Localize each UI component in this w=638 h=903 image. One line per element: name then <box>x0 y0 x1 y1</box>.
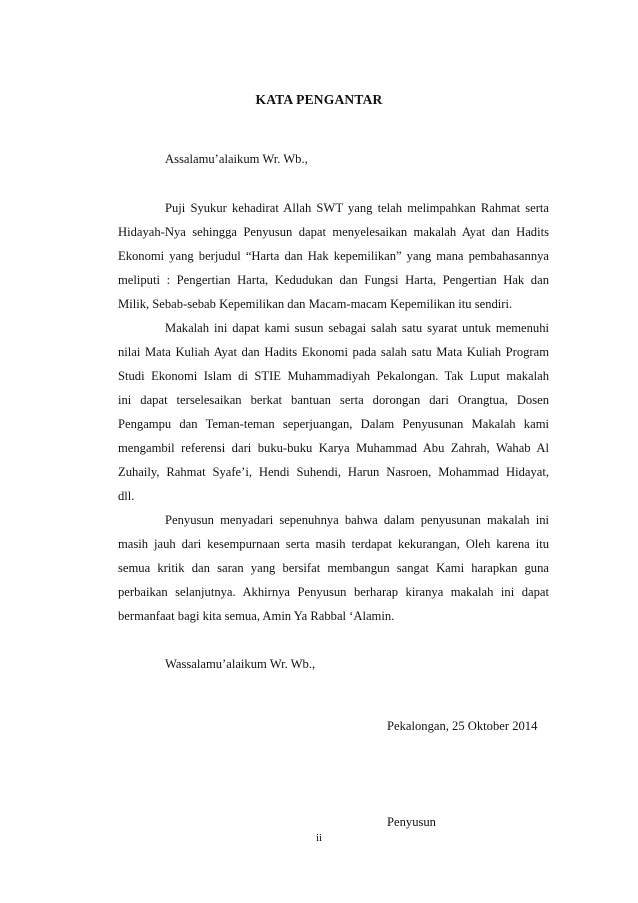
paragraph-line: mengambil referensi dari buku-buku Karya Muhammad Abu Zahrah, Wahab Al <box>118 441 549 455</box>
paragraph-line: Hidayah-Nya sehingga Penyusun dapat menyelesaikan makalah Ayat dan Hadits <box>118 225 549 239</box>
paragraph-line: Studi Ekonomi Islam di STIE Muhammadiyah Pekalongan. Tak Luput makalah <box>118 369 549 383</box>
paragraph-line: Puji Syukur kehadirat Allah SWT yang telah melimpahkan Rahmat serta <box>165 201 549 215</box>
paragraph-line: Zuhaily, Rahmat Syafe’i, Hendi Suhendi, Harun Nasroen, Mohammad Hidayat, <box>118 465 549 479</box>
paragraph-line: semua kritik dan saran yang bersifat membangun sangat Kami harapkan guna <box>118 561 549 575</box>
paragraph-line: Milik, Sebab-sebab Kepemilikan dan Macam-macam Kepemilikan itu sendiri. <box>118 297 513 311</box>
paragraph-line: Penyusun menyadari sepenuhnya bahwa dalam penyusunan makalah ini <box>165 513 549 527</box>
paragraph-line: ini dapat terselesaikan berkat bantuan serta dorongan dari Orangtua, Dosen <box>118 393 549 407</box>
page-number: ii <box>315 832 323 844</box>
page-title: KATA PENGANTAR <box>255 92 383 107</box>
closing-salutation: Wassalamu’alaikum Wr. Wb., <box>165 657 316 671</box>
paragraph-line: bermanfaat bagi kita semua, Amin Ya Rabbal ‘Alamin. <box>118 609 395 623</box>
paragraph-line: perbaikan selanjutnya. Akhirnya Penyusun berharap kiranya makalah ini dapat <box>118 585 549 599</box>
paragraph-line: Ekonomi yang berjudul “Harta dan Hak kepemilikan” yang mana pembahasannya <box>118 249 549 263</box>
greeting: Assalamu’alaikum Wr. Wb., <box>165 152 308 166</box>
paragraph-line: Makalah ini dapat kami susun sebagai salah satu syarat untuk memenuhi <box>165 321 549 335</box>
paragraph-line: Pengampu dan Teman-teman seperjuangan, Dalam Penyusunan Makalah kami <box>118 417 549 431</box>
place-date: Pekalongan, 25 Oktober 2014 <box>387 719 538 733</box>
paragraph-line: meliputi : Pengertian Harta, Kedudukan dan Fungsi Harta, Pengertian Hak dan <box>118 273 549 287</box>
paragraph-line: dll. <box>118 489 135 503</box>
paragraph-line: nilai Mata Kuliah Ayat dan Hadits Ekonomi pada salah satu Mata Kuliah Program <box>118 345 549 359</box>
paragraph-line: masih jauh dari kesempurnaan serta masih terdapat kekurangan, Oleh karena itu <box>118 537 549 551</box>
signature-name: Penyusun <box>387 815 436 829</box>
